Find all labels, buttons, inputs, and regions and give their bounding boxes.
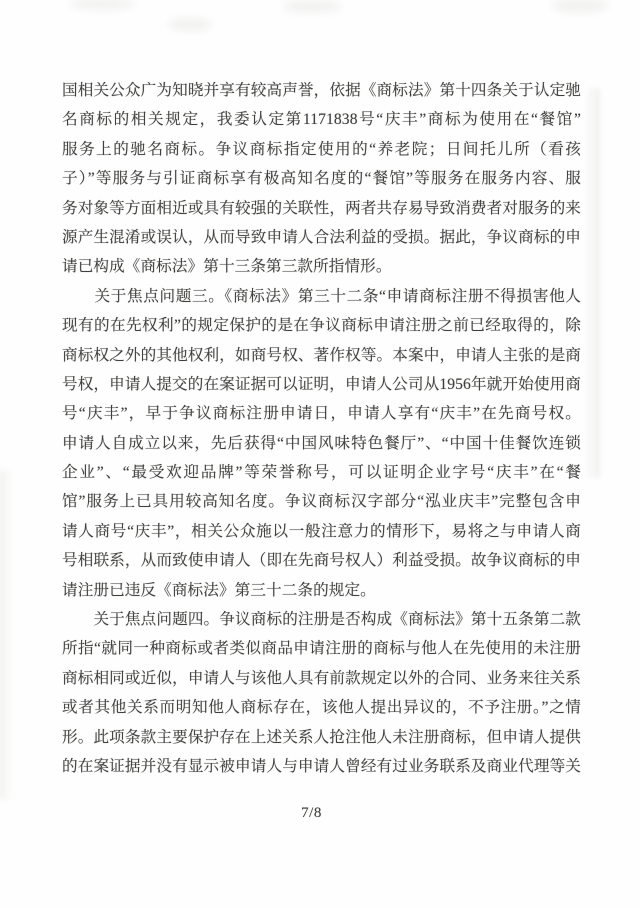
text-line: 请已构成《商标法》第十三条第三款所指情形。 <box>62 258 392 276</box>
text-line: 务对象等方面相近或具有较强的关联性，两者共存易导致消费者对服务的来 <box>62 199 581 217</box>
text-line: 的在案证据并没有显示被申请人与申请人曾经有过业务联系及商业代理等关 <box>62 757 581 775</box>
text-line: 请注册已违反《商标法》第三十二条的规定。 <box>62 581 376 599</box>
text-line: 关于焦点问题四。争议商标的注册是否构成《商标法》第十五条第二款 <box>62 611 581 629</box>
scan-edge-shading <box>584 88 600 478</box>
text-line: 源产生混淆或误认，从而导致申请人合法利益的受损。据此，争议商标的申 <box>62 228 581 246</box>
text-line: 现有的在先权利”的规定保护的是在争议商标申请注册之前已经取得的，除 <box>62 317 581 335</box>
scan-edge-shading <box>0 470 8 800</box>
text-line: 号相联系，从而致使申请人（即在先商号权人）利益受损。故争议商标的申 <box>62 552 581 570</box>
text-line: 商标相同或近似，申请人与该他人具有前款规定以外的合同、业务来往关系 <box>62 669 581 687</box>
text-line: 号“庆丰”，早于争议商标注册申请日，申请人享有“庆丰”在先商号权。 <box>62 405 581 423</box>
text-line: 所指“就同一种商标或者类似商品申请注册的商标与他人在先使用的未注册 <box>62 640 581 658</box>
text-line: 形。此项条款主要保护存在上述关系人抢注他人未注册商标，但申请人提供 <box>62 728 581 746</box>
text-line: 馆”服务上已具用较高知名度。争议商标汉字部分“泓业庆丰”完整包含申 <box>62 493 581 511</box>
text-line: 名商标的相关规定，我委认定第1171838号“庆丰”商标为使用在“餐馆” <box>62 111 581 129</box>
page-number: 7/8 <box>301 805 322 821</box>
text-line: 请人商号“庆丰”，相关公众施以一般注意力的情形下，易将之与申请人商 <box>62 522 581 540</box>
scan-smudge <box>70 0 134 10</box>
text-line: 国相关公众广为知晓并享有较高声誉，依据《商标法》第十四条关于认定驰 <box>62 82 581 99</box>
text-line: 服务上的驰名商标。争议商标指定使用的“养老院；日间托儿所（看孩 <box>62 140 581 158</box>
text-line: 企业”、“最受欢迎品牌”等荣誉称号，可以证明企业字号“庆丰”在“餐 <box>62 464 581 482</box>
scan-smudge <box>552 0 608 13</box>
text-line: 商标权之外的其他权利，如商号权、著作权等。本案中，申请人主张的是商 <box>62 346 581 364</box>
document-body <box>62 76 581 781</box>
scan-smudge <box>168 18 212 31</box>
text-line: 子）”等服务与引证商标享有极高知名度的“餐馆”等服务在服务内容、服 <box>62 170 581 188</box>
scan-smudge <box>283 0 341 13</box>
text-line: 申请人自成立以来，先后获得“中国风味特色餐厅”、“中国十佳餐饮连锁 <box>62 434 581 452</box>
text-line: 或者其他关系而明知他人商标存在，该他人提出异议的，不予注册。”之情 <box>62 699 581 717</box>
text-line: 号权，申请人提交的在案证据可以证明，申请人公司从1956年就开始使用商 <box>62 375 581 393</box>
text-line: 关于焦点问题三。《商标法》第三十二条“申请商标注册不得损害他人 <box>62 287 581 305</box>
